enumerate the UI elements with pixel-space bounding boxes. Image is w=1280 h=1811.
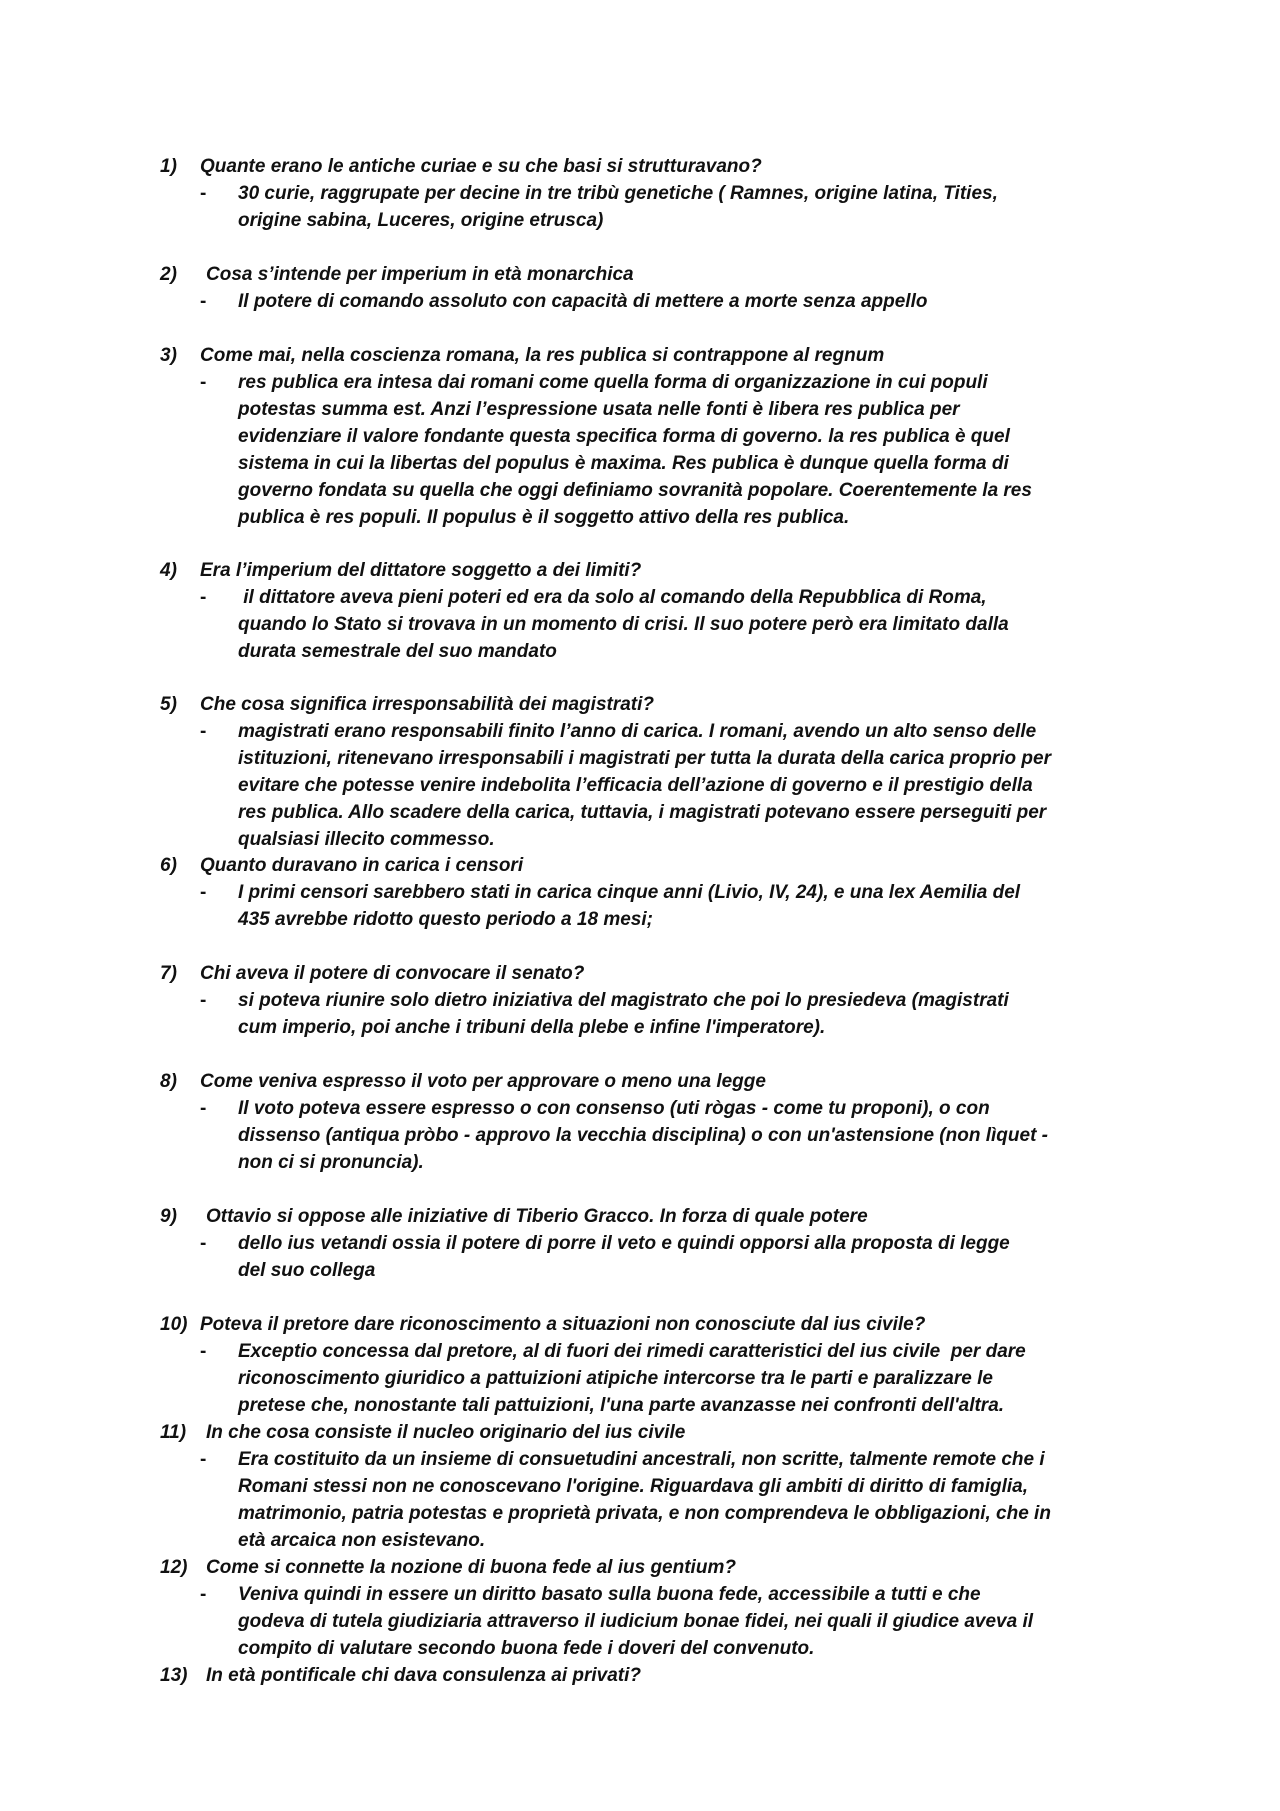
question-text: Che cosa significa irresponsabilità dei magistrati? — [200, 694, 655, 715]
answer-line: si poteva riunire solo dietro iniziativa del magistrato che poi lo presiedeva (magistrati — [238, 990, 1009, 1011]
answer-line: Exceptio concessa dal pretore, al di fuori dei rimedi caratteristici del ius civile per dare — [238, 1341, 1026, 1362]
answer-line: pretese che, nonostante tali pattuizioni, l'una parte avanzasse nei confronti dell'altra. — [238, 1395, 1005, 1416]
question-number: 10) — [160, 1314, 188, 1335]
answer-line: evidenziare il valore fondante questa specifica forma di governo. la res publica è quel — [238, 426, 1010, 447]
question-number: 8) — [160, 1071, 177, 1092]
answer-line: Veniva quindi in essere un diritto basato sulla buona fede, accessibile a tutti e che — [238, 1584, 981, 1605]
answer-line: età arcaica non esistevano. — [238, 1530, 486, 1551]
answer-line: Il potere di comando assoluto con capacità di mettere a morte senza appello — [238, 291, 928, 312]
question-number: 1) — [160, 156, 177, 177]
answer-line: I primi censori sarebbero stati in carica cinque anni (Livio, IV, 24), e una lex Aemilia del — [238, 882, 1021, 903]
question-text: Come veniva espresso il voto per approvare o meno una legge — [200, 1071, 766, 1092]
question-text: Chi aveva il potere di convocare il senato? — [200, 963, 585, 984]
question-text: In età pontificale chi dava consulenza ai privati? — [206, 1665, 642, 1686]
answer-line: riconoscimento giuridico a pattuizioni atipiche intercorse tra le parti e paralizzare le — [238, 1368, 993, 1389]
answer-line: qualsiasi illecito commesso. — [238, 829, 495, 850]
answer-line: durata semestrale del suo mandato — [238, 641, 557, 662]
question-number: 9) — [160, 1206, 177, 1227]
answer-line: magistrati erano responsabili finito l’anno di carica. I romani, avendo un alto senso delle — [238, 721, 1037, 742]
answer-line: governo fondata su quella che oggi definiamo sovranità popolare. Coerentemente la res — [238, 480, 1032, 501]
answer-line: res publica era intesa dai romani come quella forma di organizzazione in cui populi — [238, 372, 988, 393]
answer-line: 30 curie, raggrupate per decine in tre tribù genetiche ( Ramnes, origine latina, Tities, — [238, 183, 998, 204]
question-number: 2) — [160, 264, 177, 285]
answer-line: Era costituito da un insieme di consuetudini ancestrali, non scritte, talmente remote che i — [238, 1449, 1045, 1470]
answer-line: evitare che potesse venire indebolita l’efficacia dell’azione di governo e il prestigio della — [238, 775, 1033, 796]
question-text: Ottavio si oppose alle iniziative di Tiberio Gracco. In forza di quale potere — [206, 1206, 868, 1227]
answer-line: istituzioni, ritenevano irresponsabili i magistrati per tutta la durata della carica proprio per — [238, 748, 1051, 769]
answer-line: cum imperio, poi anche i tribuni della plebe e infine l'imperatore). — [238, 1017, 826, 1038]
answer-line: origine sabina, Luceres, origine etrusca) — [238, 210, 604, 231]
answer-line: dello ius vetandi ossia il potere di porre il veto e quindi opporsi alla proposta di legge — [238, 1233, 1010, 1254]
answer-line: potestas summa est. Anzi l’espressione usata nelle fonti è libera res publica per — [238, 399, 960, 420]
bullet-dash: - — [200, 882, 207, 903]
answer-line: compito di valutare secondo buona fede i doveri del convenuto. — [238, 1638, 815, 1659]
question-text: Era l’imperium del dittatore soggetto a dei limiti? — [200, 560, 642, 581]
bullet-dash: - — [200, 990, 207, 1011]
answer-line: il dittatore aveva pieni poteri ed era da solo al comando della Repubblica di Roma, — [238, 587, 987, 608]
question-number: 5) — [160, 694, 177, 715]
answer-line: Romani stessi non ne conoscevano l'origine. Riguardava gli ambiti di diritto di famiglia, — [238, 1476, 1028, 1497]
question-text: Come mai, nella coscienza romana, la res publica si contrappone al regnum — [200, 345, 885, 366]
question-text: Quante erano le antiche curiae e su che basi si strutturavano? — [200, 156, 762, 177]
answer-line: Il voto poteva essere espresso o con consenso (uti rògas - come tu proponi), o con — [238, 1098, 990, 1119]
question-number: 3) — [160, 345, 177, 366]
bullet-dash: - — [200, 291, 207, 312]
question-number: 13) — [160, 1665, 188, 1686]
question-text: Quanto duravano in carica i censori — [200, 855, 524, 876]
question-text: Cosa s’intende per imperium in età monarchica — [206, 264, 634, 285]
question-number: 6) — [160, 855, 177, 876]
bullet-dash: - — [200, 1341, 207, 1362]
question-text: In che cosa consiste il nucleo originario del ius civile — [206, 1422, 686, 1443]
bullet-dash: - — [200, 372, 207, 393]
question-text: Come si connette la nozione di buona fede al ius gentium? — [206, 1557, 736, 1578]
bullet-dash: - — [200, 1584, 207, 1605]
answer-line: godeva di tutela giudiziaria attraverso il iudicium bonae fidei, nei quali il giudice aveva il — [238, 1611, 1034, 1632]
question-number: 4) — [160, 560, 177, 581]
answer-line: matrimonio, patria potestas e proprietà privata, e non comprendeva le obbligazioni, che in — [238, 1503, 1051, 1524]
answer-line: del suo collega — [238, 1260, 376, 1281]
answer-line: publica è res populi. Il populus è il soggetto attivo della res publica. — [238, 507, 850, 528]
question-number: 11) — [160, 1422, 187, 1443]
answer-line: sistema in cui la libertas del populus è maxima. Res publica è dunque quella forma di — [238, 453, 1009, 474]
bullet-dash: - — [200, 721, 207, 742]
bullet-dash: - — [200, 183, 207, 204]
bullet-dash: - — [200, 1233, 207, 1254]
bullet-dash: - — [200, 1098, 207, 1119]
question-number: 7) — [160, 963, 177, 984]
answer-line: res publica. Allo scadere della carica, tuttavia, i magistrati potevano essere perseguiti per — [238, 802, 1047, 823]
question-number: 12) — [160, 1557, 188, 1578]
bullet-dash: - — [200, 1449, 207, 1470]
answer-line: dissenso (antiqua pròbo - approvo la vecchia disciplina) o con un'astensione (non lìquet - — [238, 1125, 1049, 1146]
answer-line: quando lo Stato si trovava in un momento di crisi. Il suo potere però era limitato dalla — [238, 614, 1009, 635]
bullet-dash: - — [200, 587, 207, 608]
answer-line: 435 avrebbe ridotto questo periodo a 18 mesi; — [238, 909, 653, 930]
answer-line: non ci si pronuncia). — [238, 1152, 424, 1173]
question-text: Poteva il pretore dare riconoscimento a situazioni non conosciute dal ius civile? — [200, 1314, 926, 1335]
